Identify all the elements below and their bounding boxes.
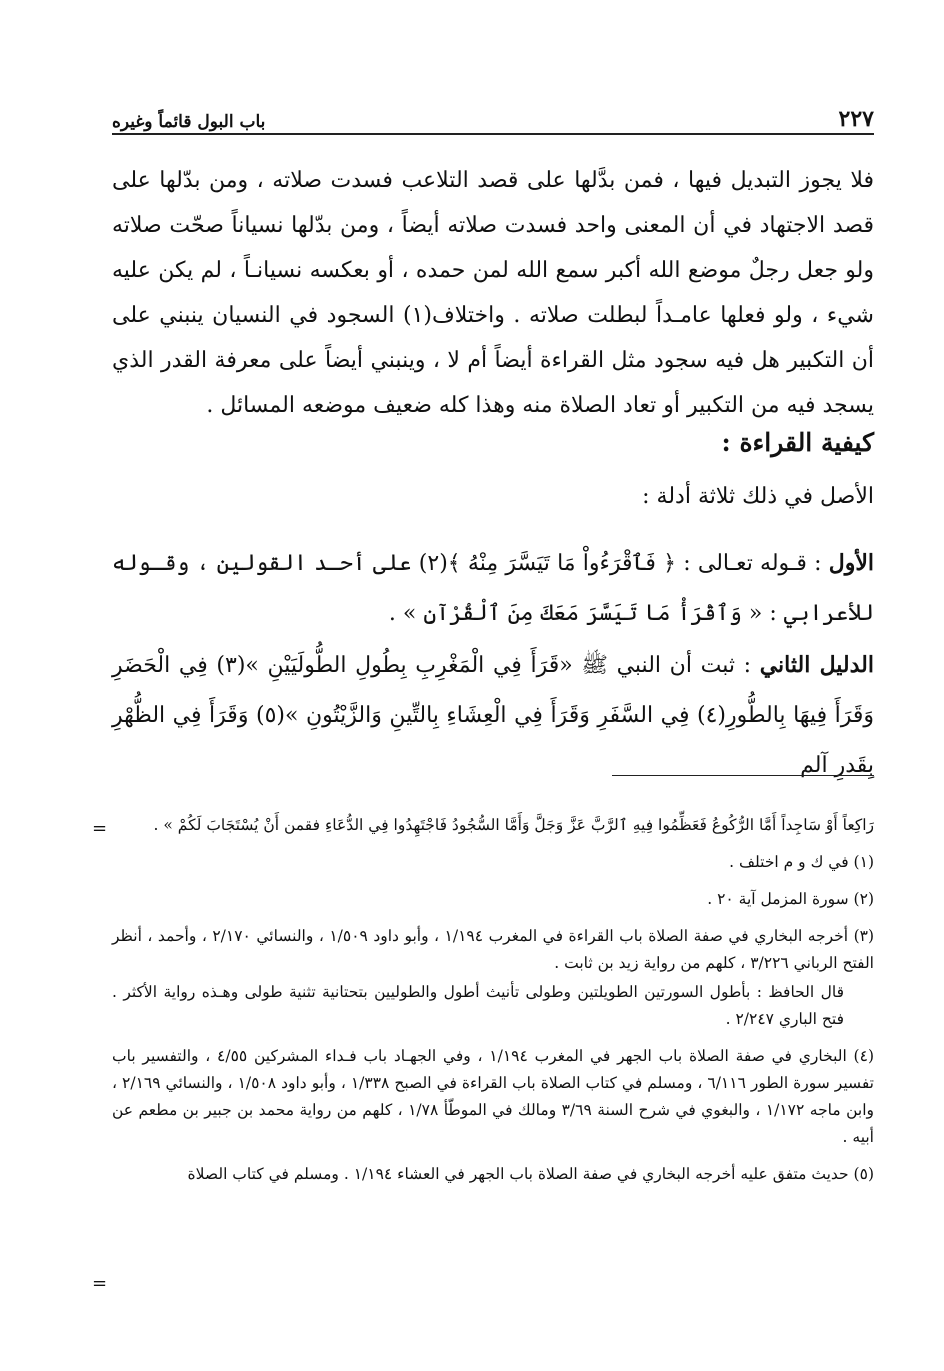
- evidence-two: [112, 640, 874, 791]
- running-title: باب البول قائماً وغيره: [112, 112, 266, 132]
- evidence-two-label: الدليل الثاني: [759, 652, 874, 678]
- footnote-5: (٥) حديث متفق عليه أخرجه البخاري في صفة الصلاة باب الجهر في العشاء ١/١٩٤ . ومسلم في كتاب الصلاة: [187, 1165, 874, 1183]
- evidence-one: [112, 538, 874, 639]
- evidence-one-label: الأول: [828, 550, 874, 576]
- page-header: [112, 100, 874, 132]
- body-paragraph: فلا يجوز التبديل فيها ، فمن بدَّلها على قصد التلاعب فسدت صلاته ، ومن بدّلها على قصد الاجتهاد في أن المعنى واحد فسدت صلاته أيضاً ، ومن بدّلها نسياناً صحّت صلاته ولو جعل رجلٌ موضع الله أكبر سمع الله لمن حمده ، أو بعكسه نسيانـاً ، لم يكن عليه شيء ، ولو فعلها عامـداً لبطلت صلاته . واختلاف(١) السجود في النسيان ينبني على أن التكبير هل فيه سجود مثل القراءة أيضاً أم لا ، وينبني أيضاً على معرفة القدر الذي يسجد فيه من التكبير أو تعاد الصلاة منه وهذا كله ضعيف موضعه المسائل .: [112, 168, 874, 418]
- footnote-3-note: قال الحافظ : بأطول السورتين الطويلتين وطولى تأنيث أطول والطوليين بتحتانية تثنية طولى وهـذه رواية الأكثر . فتح الباري ٢/٢٤٧ .: [112, 983, 844, 1028]
- header-rule: [112, 133, 874, 135]
- footnote-rule: [612, 775, 874, 776]
- footnote-2: (٢) سورة المزمل آية ٢٠ .: [707, 890, 874, 908]
- footnote-1: (١) في ك و م اختلف .: [729, 853, 874, 871]
- page-number: ٢٢٧: [838, 106, 874, 132]
- evidence-two-text: : ثبت أن النبي ﷺ «قَرَأَ فِي الْمَغْرِبِ بِطُولِ الطُّولَيَيْنِ »(٣) فِي الْحَضَرِ وَقَرَأَ فِيهَا بِالطُّورِ(٤) فِي السَّفَرِ وَقَرَأَ فِي الْعِشَاءِ بِالتِّينِ وَالزَّيْتُونِ »(٥) وَقَرَأَ فِي الظُّهْرِ بِقَدرِ آلم: [112, 653, 875, 778]
- footnote-continuation: رَاكِعاً أَوْ سَاجِداً أَمَّا الرُّكُوعُ فَعَظِّمُوا فِيهِ ٱلرَّبَّ عَزَّ وَجَلَّ وَأَمَّا السُّجُودُ فَاجْتَهِدُوا فِي الدُّعَاءِ فقمن أَنْ يُسْتَجَابَ لَكُمْ » .: [153, 816, 874, 834]
- footnotes: [112, 812, 874, 1198]
- section-heading: كيفية القراءة :: [721, 428, 874, 457]
- footnote-3: (٣) أخرجه البخاري في صفة الصلاة باب القراءة في المغرب ١/١٩٤ ، وأبو داود ١/٥٠٩ ، والنسائي ٢/١٧٠ ، وأحمد ، أنظر الفتح الرباني ٣/٢٢٦ ، كلهم من رواية زيد بن ثابت .: [112, 927, 875, 972]
- continuation-mark-top: =: [92, 818, 108, 839]
- main-text: [112, 158, 874, 428]
- intro-line: الأصل في ذلك ثلاثة أدلة :: [642, 484, 874, 509]
- footnote-4: (٤) البخاري في صفة الصلاة باب الجهر في المغرب ١/١٩٤ ، وفي الجهـاد باب فـداء المشركين ٤/٥٥ ، والتفسير باب تفسير سورة الطور ٦/١١٦ ، ومسلم في كتاب الصلاة باب القراءة في الصبح ١/٣٣٨ ، وأبو داود ١/٥٠٨ ، والنسائي ٢/١٦٩ ، وابن ماجه ١/١٧٢ ، والبغوي في شرح السنة ٣/٦٩ ومالك في الموطّأ ١/٧٨ ، كلهم من رواية محمد بن جبير بن مطعم عن أبيه .: [112, 1047, 874, 1146]
- evidence-one-text: : قـوله تعـالى : ﴿ فَٱقْرَءُواْ مَا تَيَسَّرَ مِنْهُ ﴾(٢) على أحـد القولين ، وقـوله للأعرابي : « وَٱقْرَأْ مَا تَيَسَّرَ مَعَكَ مِنَ ٱلْقُرْآنِ » .: [112, 551, 874, 626]
- continuation-mark-bottom: =: [92, 1273, 108, 1294]
